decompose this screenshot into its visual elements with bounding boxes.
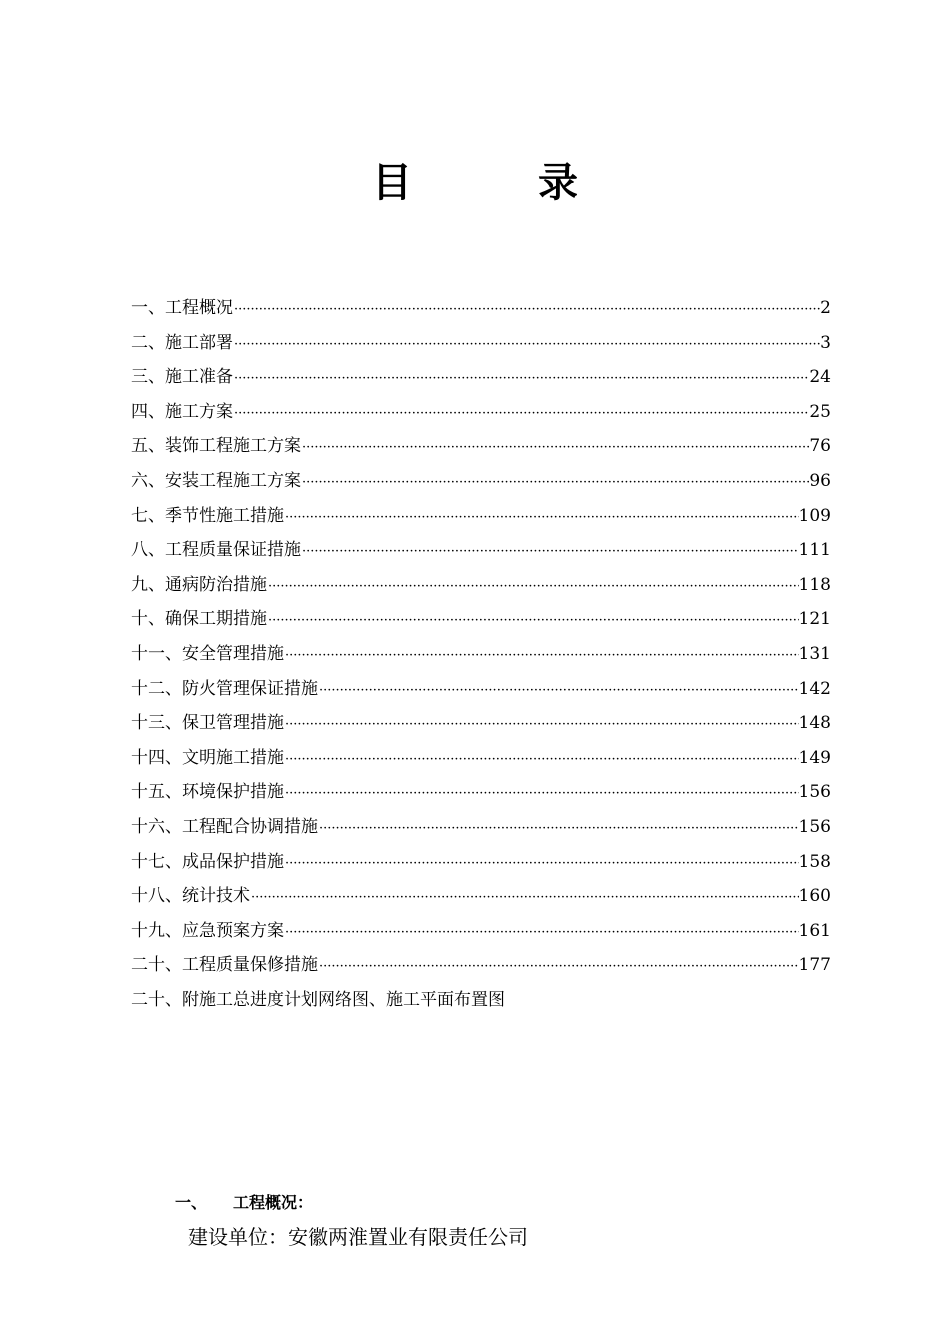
toc-dot-leader [267,604,799,639]
toc-entry-label: 八、工程质量保证措施 [131,540,301,561]
section-number: 一、 [175,1193,208,1212]
toc-entry-page: 160 [798,886,831,907]
toc-dot-leader [301,535,799,570]
toc-entry[interactable] [131,637,831,672]
toc-entry[interactable] [131,429,831,464]
toc-entry[interactable] [131,568,831,603]
toc-entry-page: 111 [798,540,831,561]
toc-entry-page: 142 [798,678,831,699]
toc-entry-label: 十三、保卫管理措施 [131,713,284,734]
toc-entry-page: 96 [809,470,831,491]
toc-entry-label: 二、施工部署 [131,332,233,353]
toc-entry-page: 2 [820,298,831,318]
toc-entry-label: 五、装饰工程施工方案 [131,436,301,457]
toc-entry-page: 149 [798,747,831,768]
toc-entry-page: 156 [798,782,831,803]
toc-dot-leader [267,570,799,605]
toc-entry-label: 四、施工方案 [131,401,233,422]
section-heading [175,1188,313,1218]
toc-entry[interactable] [131,741,831,776]
toc-dot-leader [284,639,799,674]
toc-entry[interactable] [131,360,831,395]
toc-entry-page: 76 [809,436,831,457]
toc-dot-leader [318,674,799,709]
toc-entry[interactable] [131,602,831,637]
toc-entry-page: 3 [820,332,831,353]
toc-entry[interactable] [131,291,831,326]
toc-entry-page: 177 [798,955,831,976]
toc-entry-label: 十二、防火管理保证措施 [131,678,318,699]
toc-dot-leader [233,397,809,432]
toc-entry-label: 十六、工程配合协调措施 [131,816,318,837]
toc-entry-label: 二十、附施工总进度计划网络图、施工平面布置图 [131,989,505,1010]
toc-entry-label: 三、施工准备 [131,367,233,388]
toc-entry-page: 121 [798,609,831,630]
toc-entry-label: 九、通病防治措施 [131,574,267,595]
toc-dot-leader [233,293,820,328]
toc-entry[interactable] [131,326,831,361]
toc-entry[interactable] [131,464,831,499]
toc-entry-page: 118 [798,574,831,595]
toc-dot-leader [233,362,809,397]
toc-entry-label: 十一、安全管理措施 [131,643,284,664]
toc-entry-label: 十四、文明施工措施 [131,747,284,768]
toc-entry-page: 131 [798,643,831,664]
toc-dot-leader [318,812,799,847]
toc-entry-page: 158 [798,851,831,872]
toc-title: 目 录 [372,160,634,206]
construction-unit-line: 建设单位：安徽两淮置业有限责任公司 [188,1225,528,1249]
toc-entry[interactable] [131,775,831,810]
toc-entry[interactable] [131,914,831,949]
toc-dot-leader [284,501,799,536]
toc-entry-label: 十七、成品保护措施 [131,851,284,872]
table-of-contents [131,291,831,1017]
toc-entry-label: 十、确保工期措施 [131,609,267,630]
toc-dot-leader [301,431,809,466]
toc-entry-label: 六、安装工程施工方案 [131,470,301,491]
toc-dot-leader [284,708,799,743]
toc-dot-leader [284,777,799,812]
toc-entry[interactable] [131,706,831,741]
toc-entry-label: 十八、统计技术 [131,886,250,907]
toc-entry-label: 二十、工程质量保修措施 [131,955,318,976]
toc-entry-label: 十五、环境保护措施 [131,782,284,803]
toc-entry[interactable] [131,672,831,707]
toc-dot-leader [318,950,799,985]
toc-entry[interactable] [131,395,831,430]
toc-dot-leader [284,847,799,882]
toc-entry-page: 109 [798,505,831,526]
toc-dot-leader [250,881,799,916]
toc-entry-page: 148 [798,713,831,734]
toc-entry[interactable] [131,499,831,534]
toc-entry-label: 十九、应急预案方案 [131,920,284,941]
toc-entry[interactable] [131,879,831,914]
toc-entry-label: 一、工程概况 [131,298,233,318]
toc-entry-page: 161 [798,920,831,941]
section-title: 工程概况： [233,1193,314,1212]
toc-entry[interactable] [131,845,831,880]
toc-entry[interactable] [131,533,831,568]
toc-dot-leader [284,743,799,778]
toc-entry-page: 25 [809,401,831,422]
toc-dot-leader [233,328,820,363]
toc-dot-leader [284,916,799,951]
toc-entry-label: 七、季节性施工措施 [131,505,284,526]
toc-entry-page: 156 [798,816,831,837]
toc-dot-leader [301,466,809,501]
toc-entry-page: 24 [809,367,831,388]
toc-entry[interactable] [131,948,831,983]
toc-entry[interactable] [131,983,831,1018]
toc-entry[interactable] [131,810,831,845]
